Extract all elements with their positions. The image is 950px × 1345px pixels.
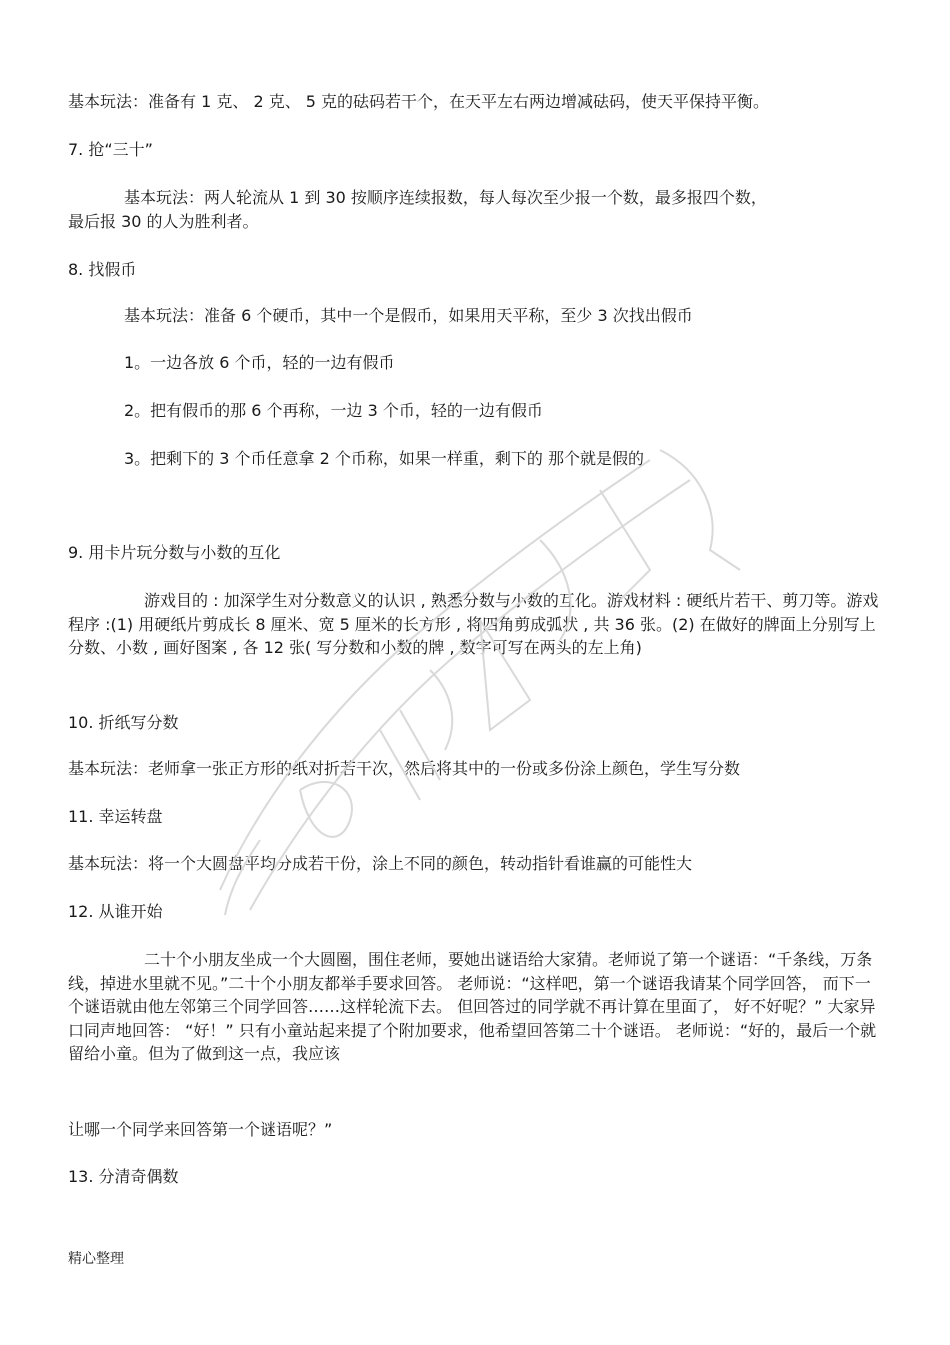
paragraph-card-game [68, 589, 880, 660]
text-line-balance-rule: 基本玩法：准备有 1 克、 2 克、 5 克的砝码若干个，在天平左右两边增减砝码，使天平保持平衡。 [68, 92, 770, 111]
section-heading-12: 12. 从谁开始 [68, 902, 163, 921]
text-line-fake-coin-step-2: 2。把有假币的那 6 个再称，一边 3 个币，轻的一边有假币 [124, 401, 543, 420]
section-heading-11: 11. 幸运转盘 [68, 807, 163, 826]
text-line-lucky-wheel-rule: 基本玩法：将一个大圆盘平均分成若干份，涂上不同的颜色，转动指针看谁赢的可能性大 [68, 854, 693, 873]
paragraph-riddle-story [68, 948, 880, 1066]
text-line-riddle-question: 让哪一个同学来回答第一个谜语呢？” [68, 1120, 333, 1139]
section-heading-10: 10. 折纸写分数 [68, 713, 179, 732]
paragraph-card-game-text: 游戏目的 : 加深学生对分数意义的认识 , 熟悉分数与小数的互化。游戏材料 : 硬纸片若干、剪刀等。游戏程序 :(1) 用硬纸片剪成长 8 厘米、宽 5 厘米的长方形 , 将四角剪成弧状 , 共 36 张。(2) 在做好的牌面上分别写上分数、小数 , 画好图案 , 各 12 张( 写分数和小数的牌 , 数字可写在两头的左上角) [68, 591, 879, 657]
footer-label: 精心整理 [68, 1251, 124, 1267]
text-line-fold-paper-rule: 基本玩法：老师拿一张正方形的纸对折若干次，然后将其中的一份或多份涂上颜色，学生写分数 [68, 759, 741, 778]
section-heading-7: 7. 抢“三十” [68, 140, 153, 159]
text-line-fake-coin-rule: 基本玩法：准备 6 个硬币，其中一个是假币，如果用天平称，至少 3 次找出假币 [124, 306, 693, 325]
section-heading-8: 8. 找假币 [68, 260, 137, 279]
text-line-fake-coin-step-3: 3。把剩下的 3 个币任意拿 2 个币称，如果一样重，剩下的 那个就是假的 [124, 449, 644, 468]
paragraph-riddle-story-text: 二十个小朋友坐成一个大圆圈，围住老师，要她出谜语给大家猜。老师说了第一个谜语：“千条线，万条线，掉进水里就不见。”二十个小朋友都举手要求回答。 老师说：“这样吧，第一个谜语我请某个同学回答， 而下一个谜语就由他左邻第三个同学回答……这样轮流下去。 但回答过的同学就不再计算在里面了， 好不好呢？” 大家异口同声地回答： “好！” 只有小童站起来提了个附加要求，他希望回答第二十个谜语。 老师说：“好的，最后一个就留给小童。但为了做到这一点，我应该 [68, 950, 877, 1063]
section-heading-9: 9. 用卡片玩分数与小数的互化 [68, 543, 281, 562]
text-line-thirty-rule-2: 最后报 30 的人为胜利者。 [68, 212, 259, 231]
text-line-fake-coin-step-1: 1。一边各放 6 个币，轻的一边有假币 [124, 353, 395, 372]
section-heading-13: 13. 分清奇偶数 [68, 1167, 179, 1186]
text-line-thirty-rule-1: 基本玩法：两人轮流从 1 到 30 按顺序连续报数，每人每次至少报一个数，最多报四个数， [124, 188, 767, 207]
